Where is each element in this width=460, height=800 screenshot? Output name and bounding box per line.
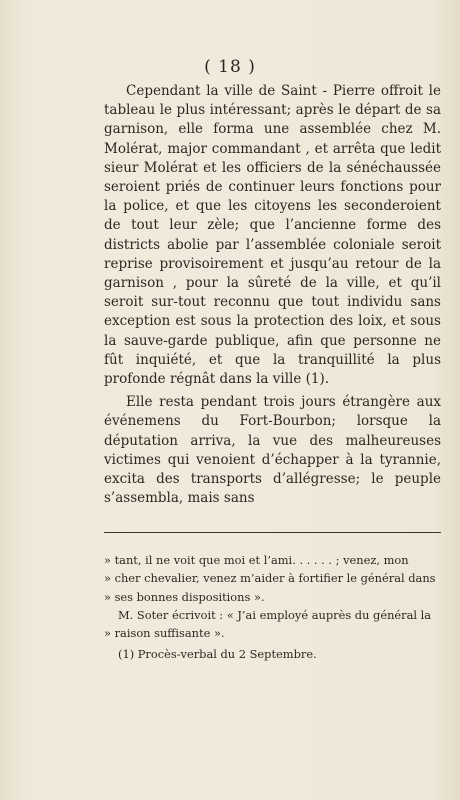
page-number: ( 18 ) (204, 57, 256, 77)
paragraph-fort-bourbon: Elle resta pendant trois jours étrangère aux événemens du Fort-Bourbon; lorsque la députation arriva, la vue des malheureuses victimes qui venoient d’échapper à la tyrannie, excita des transports d’allégresse; le peuple s’assembla, mais sans (104, 394, 441, 507)
footnote-quote-line: » ses bonnes dispositions ». (104, 589, 265, 604)
footnote-proces-verbal: (1) Procès-verbal du 2 Septembre. (118, 647, 317, 662)
footnote-quote-line: » tant, il ne voit que moi et l’ami. . . . . . ; venez, mon (104, 553, 409, 567)
main-text (104, 82, 441, 508)
footnote-soter-line: M. Soter écrivoit : « J’ai employé auprès du général la (118, 607, 432, 622)
footnotes (104, 551, 441, 664)
footnote-divider (104, 532, 441, 533)
footnote-soter-line: » raison suffisante ». (104, 626, 225, 641)
paragraph-saint-pierre: Cependant la ville de Saint - Pierre offroit le tableau le plus intéressant; après le départ de sa garnison, elle forma une assemblée chez M. Molérat, major commandant , et arrêta que ledit sieur Molérat et les officiers de la sénéchaussée seroient priés de continuer leurs fonctions pour la police, et que les citoyens les seconderoient de tout leur zèle; que l’ancienne forme des districts abolie par l’assemblée coloniale seroit reprise provisoirement et jusqu’au retour de la garnison , pour la sûreté de la ville, et qu’il seroit sur-tout reconnu que tout individu sans exception est sous la protection des loix, et sous la sauve-garde publique, afin que personne ne fût inquiété, et que la tranquillité la plus profonde régnât dans la ville (1). (104, 83, 441, 388)
footnote-quote-line: » cher chevalier, venez m’aider à fortifier le général dans (104, 571, 436, 586)
